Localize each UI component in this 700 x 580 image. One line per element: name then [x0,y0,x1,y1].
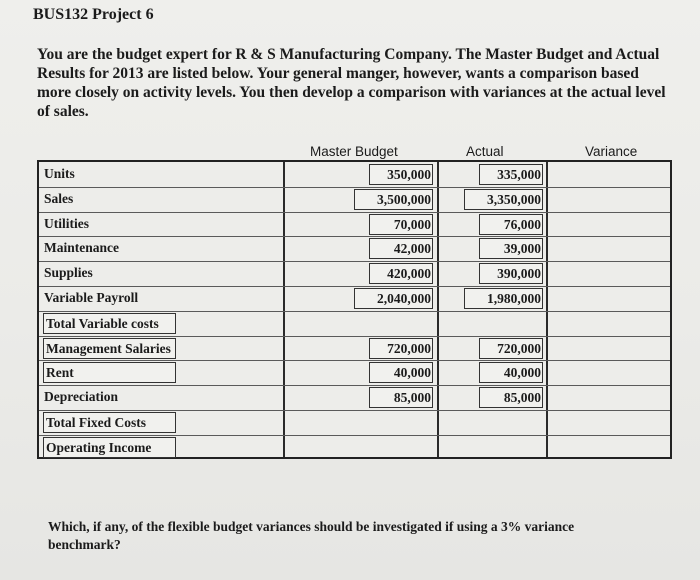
row-label: Utilities [44,215,89,231]
row-label: Units [44,166,75,181]
master-budget-cell: 42,000 [369,238,433,259]
actual-cell: 85,000 [479,387,543,408]
actual-cell: 76,000 [479,214,543,235]
column-divider [437,162,439,457]
column-divider [283,162,285,457]
row-label: Maintenance [44,240,119,256]
column-header-master-budget: Master Budget [310,144,398,159]
row-divider [39,311,670,312]
column-divider [546,162,548,457]
row-divider [39,336,670,337]
master-budget-cell: 420,000 [369,263,433,284]
row-divider [39,187,670,188]
master-budget-cell: 85,000 [369,387,433,408]
row-divider [39,435,670,436]
row-label: Supplies [44,265,93,281]
row-label: Total Fixed Costs [43,412,176,433]
actual-cell: 40,000 [479,362,543,383]
row-divider [39,236,670,237]
row-divider [39,212,670,213]
master-budget-cell: 2,040,000 [354,288,433,309]
master-budget-cell: 40,000 [369,362,433,383]
row-label: Sales [44,190,74,206]
row-label: Variable Payroll [44,290,139,305]
master-budget-cell: 720,000 [369,338,433,359]
master-budget-cell: 3,500,000 [354,189,433,210]
row-label: Total Variable costs [43,313,176,334]
actual-cell: 720,000 [479,338,543,359]
intro-paragraph: You are the budget expert for R & S Manufacturing Company. The Master Budget and Actual Results for 2013 are listed below. Your general manger, however, wants a comparison based more closely on activity levels. You then develop a comparison with variances at the actual level of sales. [37,46,666,120]
question-text: Which, if any, of the flexible budget variances should be investigated if using a 3% variance benchmark? [48,519,575,552]
row-divider [39,385,670,386]
column-header-actual: Actual [466,144,504,159]
actual-cell: 390,000 [479,263,543,284]
actual-cell: 335,000 [479,164,543,185]
row-divider [39,410,670,411]
row-label: Management Salaries [43,338,176,359]
row-label: Depreciation [44,389,118,405]
row-divider [39,261,670,262]
budget-table [37,160,672,459]
row-label: Rent [43,362,176,383]
actual-cell: 3,350,000 [464,189,543,210]
master-budget-cell: 350,000 [369,164,433,185]
row-divider [39,360,670,361]
master-budget-cell: 70,000 [369,214,433,235]
column-header-variance: Variance [585,144,638,159]
actual-cell: 39,000 [479,238,543,259]
row-label: Operating Income [43,437,176,458]
page-title: BUS132 Project 6 [33,6,154,23]
actual-cell: 1,980,000 [464,288,543,309]
